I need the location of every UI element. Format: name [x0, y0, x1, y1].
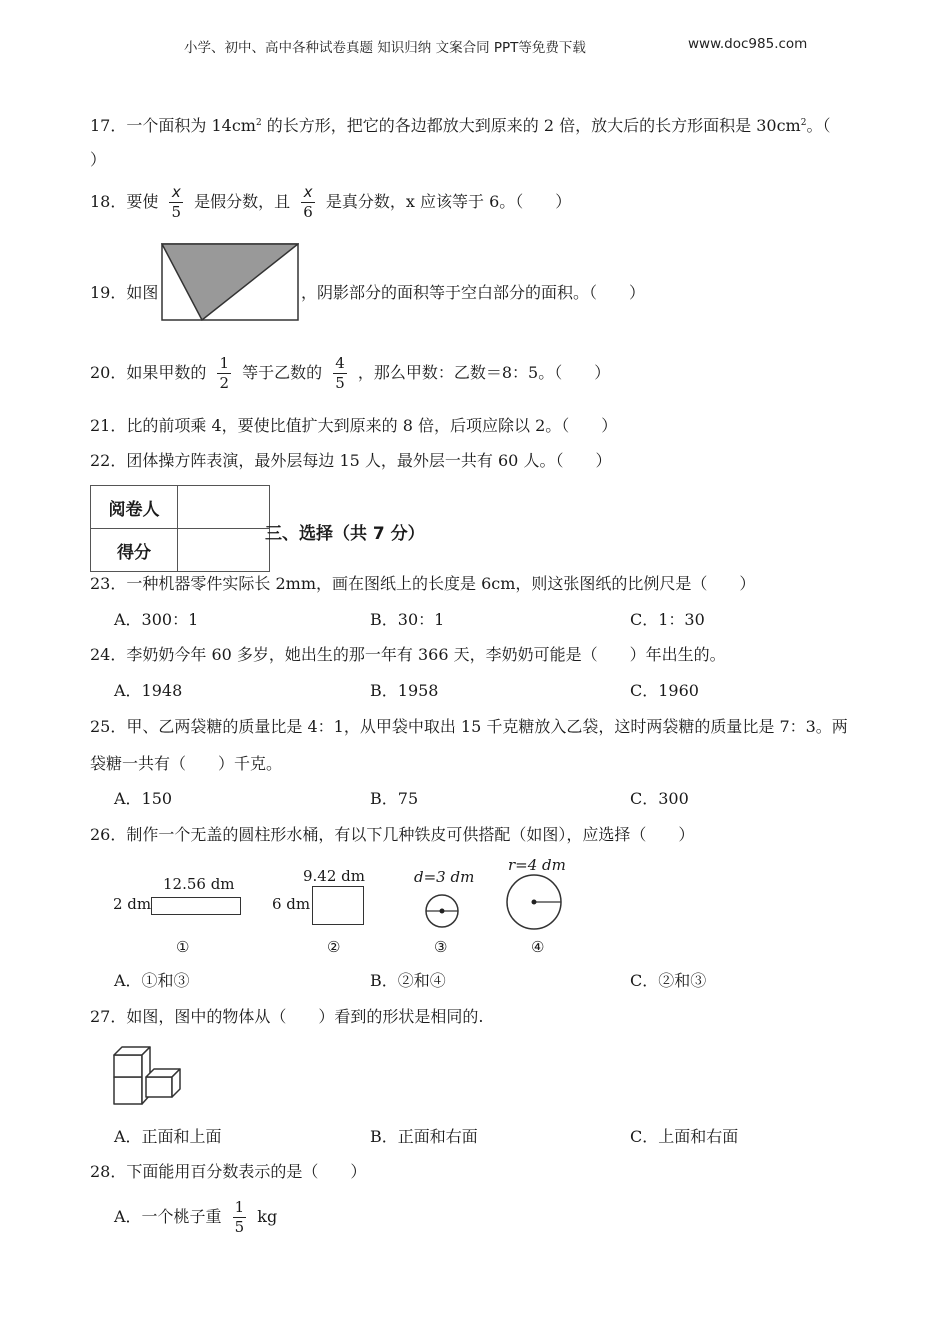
question-22: [90, 451, 611, 471]
question-25-line2: 袋糖一共有（ ）千克。: [90, 754, 283, 773]
option-a[interactable]: A．1948: [114, 681, 183, 700]
question-23: [90, 574, 755, 594]
rectangle-triangle-figure: [161, 243, 299, 321]
fraction-numerator: 1: [234, 1198, 245, 1216]
fraction-denominator: 5: [171, 203, 182, 221]
score-label: 得分: [91, 529, 178, 572]
question-number: 24．: [90, 645, 127, 664]
question-19-prefix: [90, 283, 158, 303]
label-1: ①: [176, 938, 190, 956]
fraction-numerator: 1: [219, 354, 230, 372]
question-number: 26．: [90, 825, 127, 844]
question-20: [90, 356, 610, 391]
question-18: [90, 185, 571, 220]
fraction-x-over-6: [301, 185, 315, 220]
header-url[interactable]: www.doc985.com: [688, 36, 808, 52]
fraction-1-over-5: [233, 1200, 247, 1235]
option-c[interactable]: C．上面和右面: [630, 1127, 739, 1146]
question-25: [90, 717, 848, 737]
cube-stack-figure: [112, 1045, 184, 1107]
question-text: 如果甲数的: [126, 363, 207, 382]
grader-label: 阅卷人: [91, 486, 178, 529]
question-17-line2: ）: [90, 150, 107, 169]
question-text: 甲、乙两袋糖的质量比是 4：1，从甲袋中取出 15 千克糖放入乙袋，这时两袋糖的质量比是 7：3。两: [126, 717, 848, 736]
question-number: 22．: [90, 451, 127, 470]
question-number: 28．: [90, 1162, 127, 1181]
fraction-denominator: 6: [303, 203, 313, 221]
label-4: ④: [531, 938, 545, 956]
question-26: [90, 825, 694, 845]
question-text: 是真分数，x 应该等于 6。（ ）: [325, 192, 572, 211]
question-text: 一个面积为 14cm: [126, 116, 256, 135]
option-c[interactable]: C．300: [630, 789, 689, 808]
question-17: [90, 113, 830, 136]
label-3: ③: [434, 938, 448, 956]
question-28: [90, 1162, 366, 1182]
grader-cell[interactable]: [178, 486, 270, 529]
question-text: 制作一个无盖的圆柱形水桶，有以下几种铁皮可供搭配（如图），应选择（ ）: [126, 825, 695, 844]
option-b[interactable]: B．1958: [370, 681, 439, 700]
superscript: 2: [255, 118, 262, 128]
fraction-denominator: 5: [335, 374, 345, 392]
question-27: [90, 1007, 483, 1027]
score-table: [90, 485, 270, 572]
fraction-denominator: 2: [219, 374, 230, 392]
option-c[interactable]: C．1：30: [630, 610, 705, 629]
option-a[interactable]: A．①和③: [114, 971, 190, 990]
sheet2-rectangle: [312, 886, 364, 925]
question-number: 17．: [90, 116, 127, 135]
option-c[interactable]: C．②和③: [630, 971, 707, 990]
question-number: 21．: [90, 416, 127, 435]
sheet3-circle: [424, 893, 460, 929]
label-2: ②: [327, 938, 341, 956]
question-text: 比的前项乘 4，要使比值扩大到原来的 8 倍，后项应除以 2。（ ）: [126, 416, 618, 435]
question-number: 27．: [90, 1007, 127, 1026]
question-21: [90, 416, 617, 436]
question-19-text: ，阴影部分的面积等于空白部分的面积。（ ）: [301, 283, 646, 302]
question-number: 23．: [90, 574, 127, 593]
option-b[interactable]: B．正面和右面: [370, 1127, 478, 1146]
sheet2-height-label: 6 dm: [272, 895, 311, 913]
question-24: [90, 645, 726, 665]
question-number: 18．: [90, 192, 127, 211]
option-b[interactable]: B．30：1: [370, 610, 445, 629]
superscript: 2: [800, 118, 807, 128]
fraction-denominator: 5: [234, 1218, 245, 1236]
score-cell[interactable]: [178, 529, 270, 572]
question-text: 是假分数，且: [194, 192, 291, 211]
question-number: 19．: [90, 283, 127, 302]
question-text: 如图: [126, 283, 159, 302]
question-text: 要使: [126, 192, 159, 211]
option-a[interactable]: [114, 1200, 277, 1235]
fraction-1-over-2: [217, 356, 231, 391]
question-text: 李奶奶今年 60 多岁，她出生的那一年有 366 天，李奶奶可能是（ ）年出生的。: [126, 645, 726, 664]
header-ad-text: 小学、初中、高中各种试卷真题 知识归纳 文案合同 PPT等免费下载: [184, 40, 586, 56]
fraction-numerator: 4: [335, 354, 345, 372]
sheet2-width-label: 9.42 dm: [303, 867, 365, 885]
sheet4-radius-label: r=4 dm: [508, 856, 566, 874]
fraction-x-over-5: [169, 185, 183, 220]
question-text: 等于乙数的: [242, 363, 323, 382]
sheet3-diameter-label: d=3 dm: [414, 868, 475, 886]
option-text: A．一个桃子重: [114, 1207, 222, 1226]
question-number: 25．: [90, 717, 127, 736]
option-a[interactable]: A．300：1: [114, 610, 199, 629]
section-title: 三、选择（共 7 分）: [265, 524, 425, 544]
option-c[interactable]: C．1960: [630, 681, 699, 700]
question-text: 如图，图中的物体从（ ）看到的形状是相同的.: [126, 1007, 484, 1026]
fraction-4-over-5: [333, 356, 347, 391]
fraction-numerator: x: [171, 183, 181, 201]
question-text: 团体操方阵表演，最外层每边 15 人，最外层一共有 60 人。（ ）: [126, 451, 612, 470]
question-text: 下面能用百分数表示的是（ ）: [126, 1162, 367, 1181]
question-text: 的长方形，把它的各边都放大到原来的 2 倍，放大后的长方形面积是 30cm: [261, 116, 801, 135]
sheet4-circle: [505, 874, 565, 934]
option-b[interactable]: B．75: [370, 789, 419, 808]
question-text: 。（: [806, 116, 831, 135]
sheet1-rectangle: [151, 897, 241, 915]
option-unit: kg: [257, 1207, 278, 1226]
option-a[interactable]: A．正面和上面: [114, 1127, 222, 1146]
option-a[interactable]: A．150: [114, 789, 173, 808]
sheet1-width-label: 12.56 dm: [163, 875, 235, 893]
fraction-numerator: x: [303, 183, 313, 201]
question-number: 20．: [90, 363, 127, 382]
option-b[interactable]: B．②和④: [370, 971, 446, 990]
sheet1-height-label: 2 dm: [113, 895, 152, 913]
question-text: 一种机器零件实际长 2mm，画在图纸上的长度是 6cm，则这张图纸的比例尺是（ ）: [126, 574, 756, 593]
question-text: ，那么甲数：乙数＝8：5。（ ）: [357, 363, 611, 382]
